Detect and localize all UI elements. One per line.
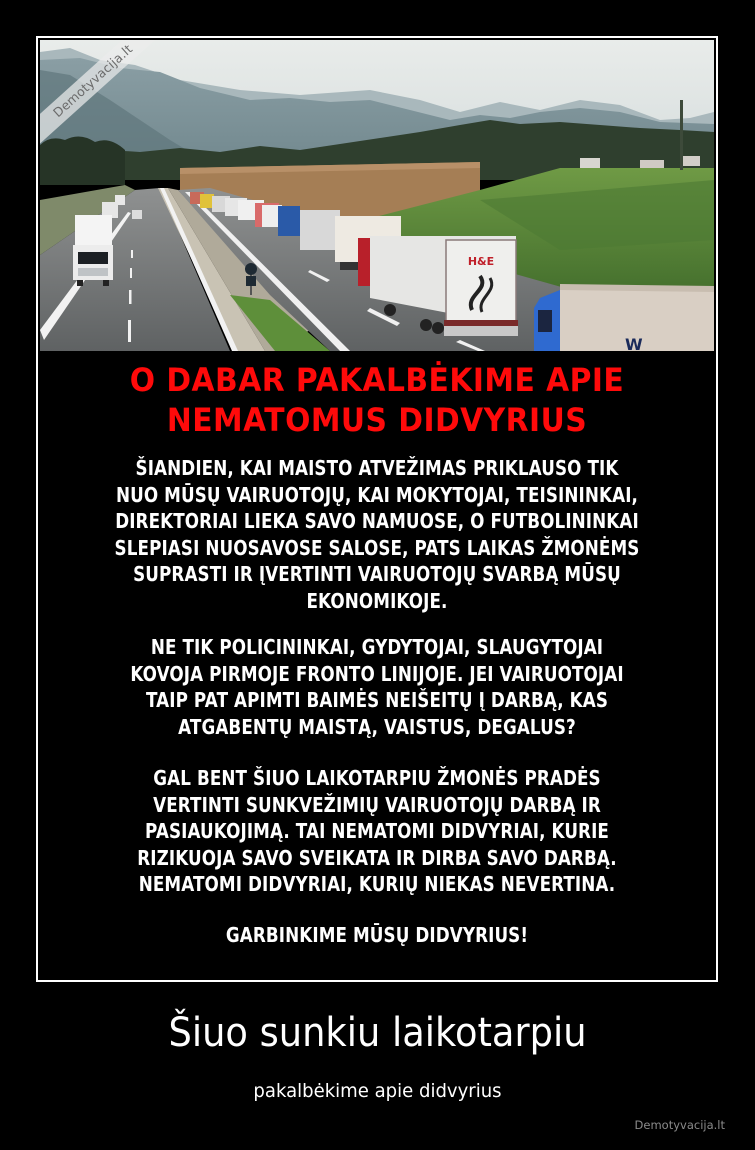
poster-paragraph-1 [40,455,714,614]
paragraph-line: VERTINTI SUNKVEŽIMIŲ VAIRUOTOJŲ DARBĄ IR [153,792,601,817]
paragraph-line: NUO MŪSŲ VAIRUOTOJŲ, KAI MOKYTOJAI, TEISININKAI, [115,482,638,507]
paragraph-line: SLEPIASI NUOSAVOSE SALOSE, PATS LAIKAS ŽMONĖMS [114,535,640,560]
headline-line: NEMATOMUS DIDVYRIUS [166,401,588,439]
headline-line: O DABAR PAKALBĖKIME APIE [129,361,625,399]
paragraph-line: ŠIANDIEN, KAI MAISTO ATVEŽIMAS PRIKLAUSO TIK [135,456,619,480]
paragraph-line: DIREKTORIAI LIEKA SAVO NAMUOSE, O FUTBOLININKAI [115,509,639,533]
svg-text:H&E: H&E [467,255,495,268]
poster-frame [36,36,718,982]
paragraph-line: KOVOJA PIRMOJE FRONTO LINIJOJE. JEI VAIRUOTOJAI [130,661,624,686]
demotivational-poster [40,40,714,978]
paragraph-line: RIZIKUOJA SAVO SVEIKATA IR DIRBA SAVO DARBĄ. [137,845,617,870]
watermark-ribbon: Demotyvacija.lt [40,40,171,153]
poster-paragraph-2 [40,634,714,740]
poster-paragraph-3 [40,765,714,898]
svg-text:W: W [625,335,643,351]
highway-trucks-photo [40,40,714,351]
paragraph-line: NE TIK POLICININKAI, GYDYTOJAI, SLAUGYTOJAI [150,635,604,659]
paragraph-line: GAL BENT ŠIUO LAIKOTARPIU ŽMONĖS PRADĖS [153,766,601,790]
paragraph-line: PASIAUKOJIMĄ. TAI NEMATOMI DIDVYRIAI, KURIE [145,819,609,843]
paragraph-line: SUPRASTI IR ĮVERTINTI VAIRUOTOJŲ SVARBĄ MŪSŲ [133,562,621,586]
site-watermark: Demotyvacija.lt [634,1118,725,1132]
paragraph-line: NEMATOMI DIDVYRIAI, KURIŲ NIEKAS NEVERTINA. [138,872,616,896]
paragraph-line: TAIP PAT APIMTI BAIMĖS NEIŠEITŲ Į DARBĄ, KAS [145,688,609,712]
caption-subtitle: pakalbėkime apie didvyrius [253,1080,502,1102]
paragraph-line: EKONOMIKOJE. [306,588,448,613]
paragraph-line: ATGABENTŲ MAISTĄ, VAISTUS, DEGALUS? [178,714,576,739]
poster-headline [64,360,691,440]
poster-closing-line [40,922,714,949]
paragraph-line: GARBINKIME MŪSŲ DIDVYRIUS! [225,923,529,947]
caption-title: Šiuo sunkiu laikotarpiu [168,1010,587,1056]
